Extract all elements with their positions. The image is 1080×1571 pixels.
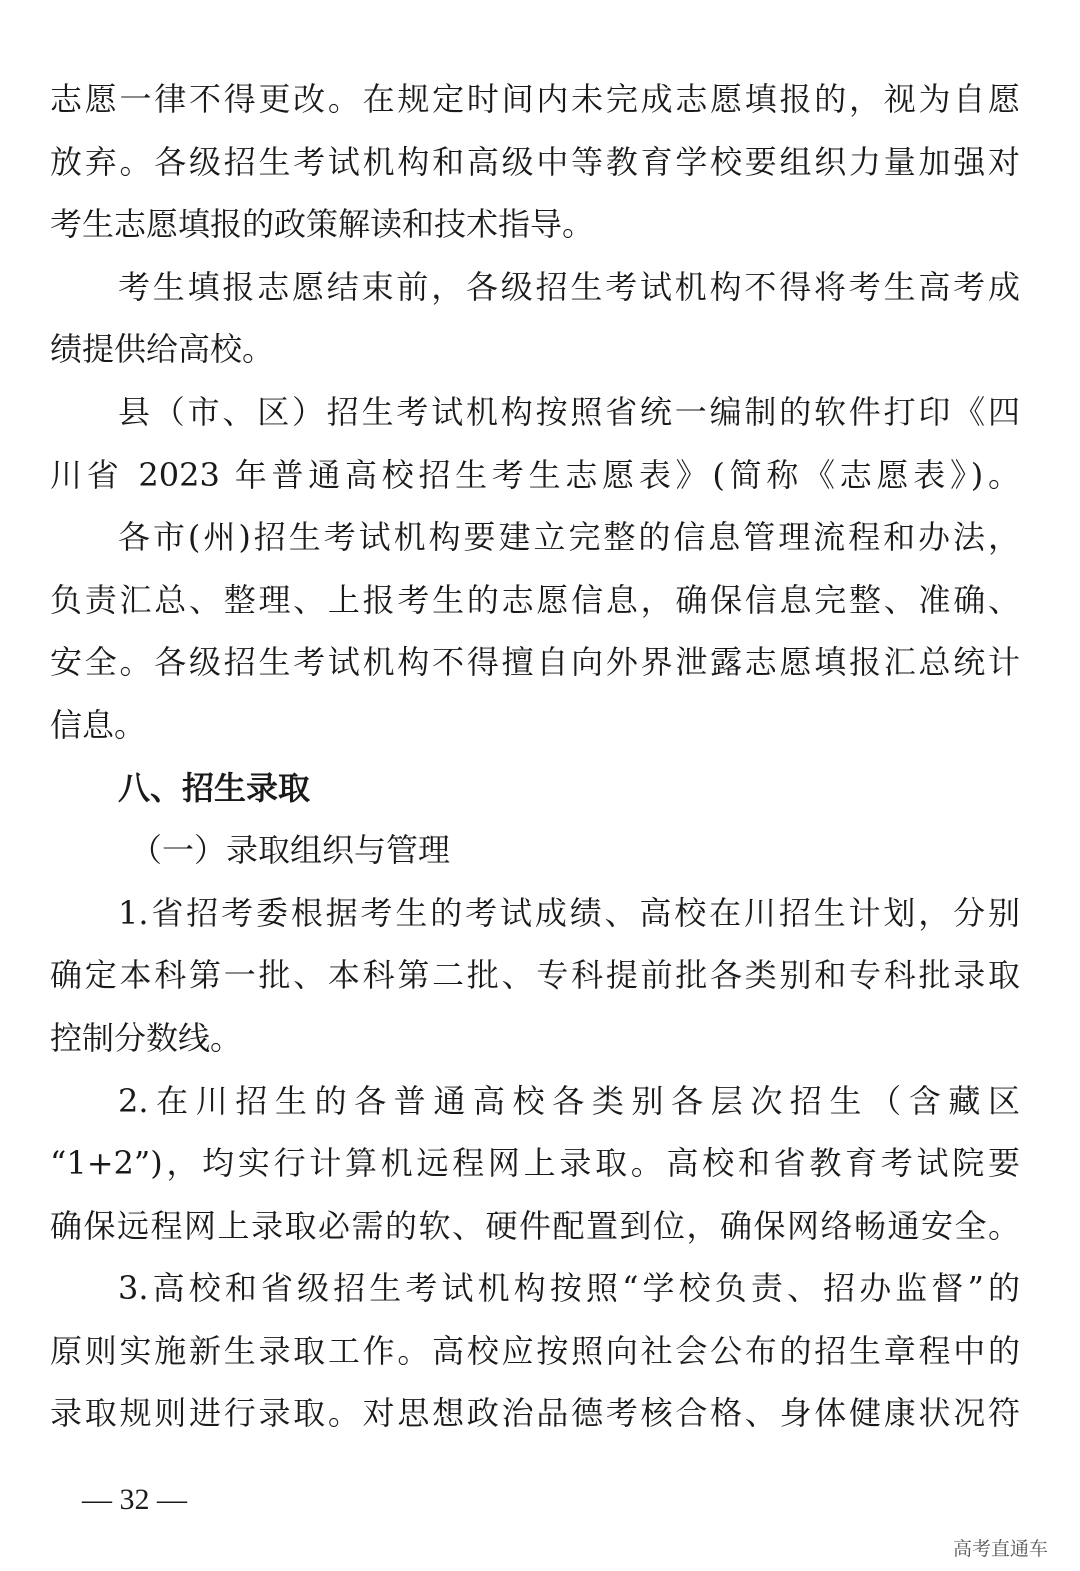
text-line: 2.在川招生的各普通高校各类别各层次招生（含藏区 [118, 1081, 1020, 1120]
text-line: 安全。各级招生考试机构不得擅自向外界泄露志愿填报汇总统计 [50, 643, 1020, 682]
text-line: 原则实施新生录取工作。高校应按照向社会公布的招生章程中的 [50, 1331, 1020, 1370]
text-line: 3.高校和省级招生考试机构按照“学校负责、招办监督”的 [118, 1269, 1020, 1308]
document-body [50, 68, 1020, 1445]
text-line: 录取规则进行录取。对思想政治品德考核合格、身体健康状况符 [50, 1394, 1020, 1433]
watermark: 高考直通车 [952, 1538, 1048, 1560]
text-line: 县（市、区）招生考试机构按照省统一编制的软件打印《四 [118, 392, 1020, 431]
text-line: 川省 2023 年普通高校招生考生志愿表》(简称《志愿表》)。 [50, 455, 1020, 494]
text-line: 确保远程网上录取必需的软、硬件配置到位，确保网络畅通安全。 [50, 1206, 1020, 1245]
text-line: 信息。 [50, 705, 147, 744]
text-line: 放弃。各级招生考试机构和高级中等教育学校要组织力量加强对 [50, 142, 1020, 181]
text-line: 确定本科第一批、本科第二批、专科提前批各类别和专科批录取 [50, 956, 1020, 995]
section-heading: 八、招生录取 [118, 768, 311, 807]
text-line: 志愿一律不得更改。在规定时间内未完成志愿填报的，视为自愿 [50, 80, 1020, 118]
subsection-heading: （一）录取组织与管理 [130, 831, 451, 870]
text-line: 控制分数线。 [50, 1018, 243, 1057]
text-line: 考生填报志愿结束前，各级招生考试机构不得将考生高考成 [118, 267, 1020, 306]
text-line: 各市(州)招生考试机构要建立完整的信息管理流程和办法， [118, 518, 1020, 557]
text-line: 绩提供给高校。 [50, 330, 275, 369]
text-line: 负责汇总、整理、上报考生的志愿信息，确保信息完整、准确、 [50, 580, 1020, 619]
text-line: 考生志愿填报的政策解读和技术指导。 [50, 205, 595, 244]
text-line: “1+2”)，均实行计算机远程网上录取。高校和省教育考试院要 [50, 1144, 1020, 1183]
page-number: — 32 — [82, 1483, 187, 1516]
text-line: 1.省招考委根据考生的考试成绩、高校在川招生计划，分别 [118, 893, 1020, 932]
